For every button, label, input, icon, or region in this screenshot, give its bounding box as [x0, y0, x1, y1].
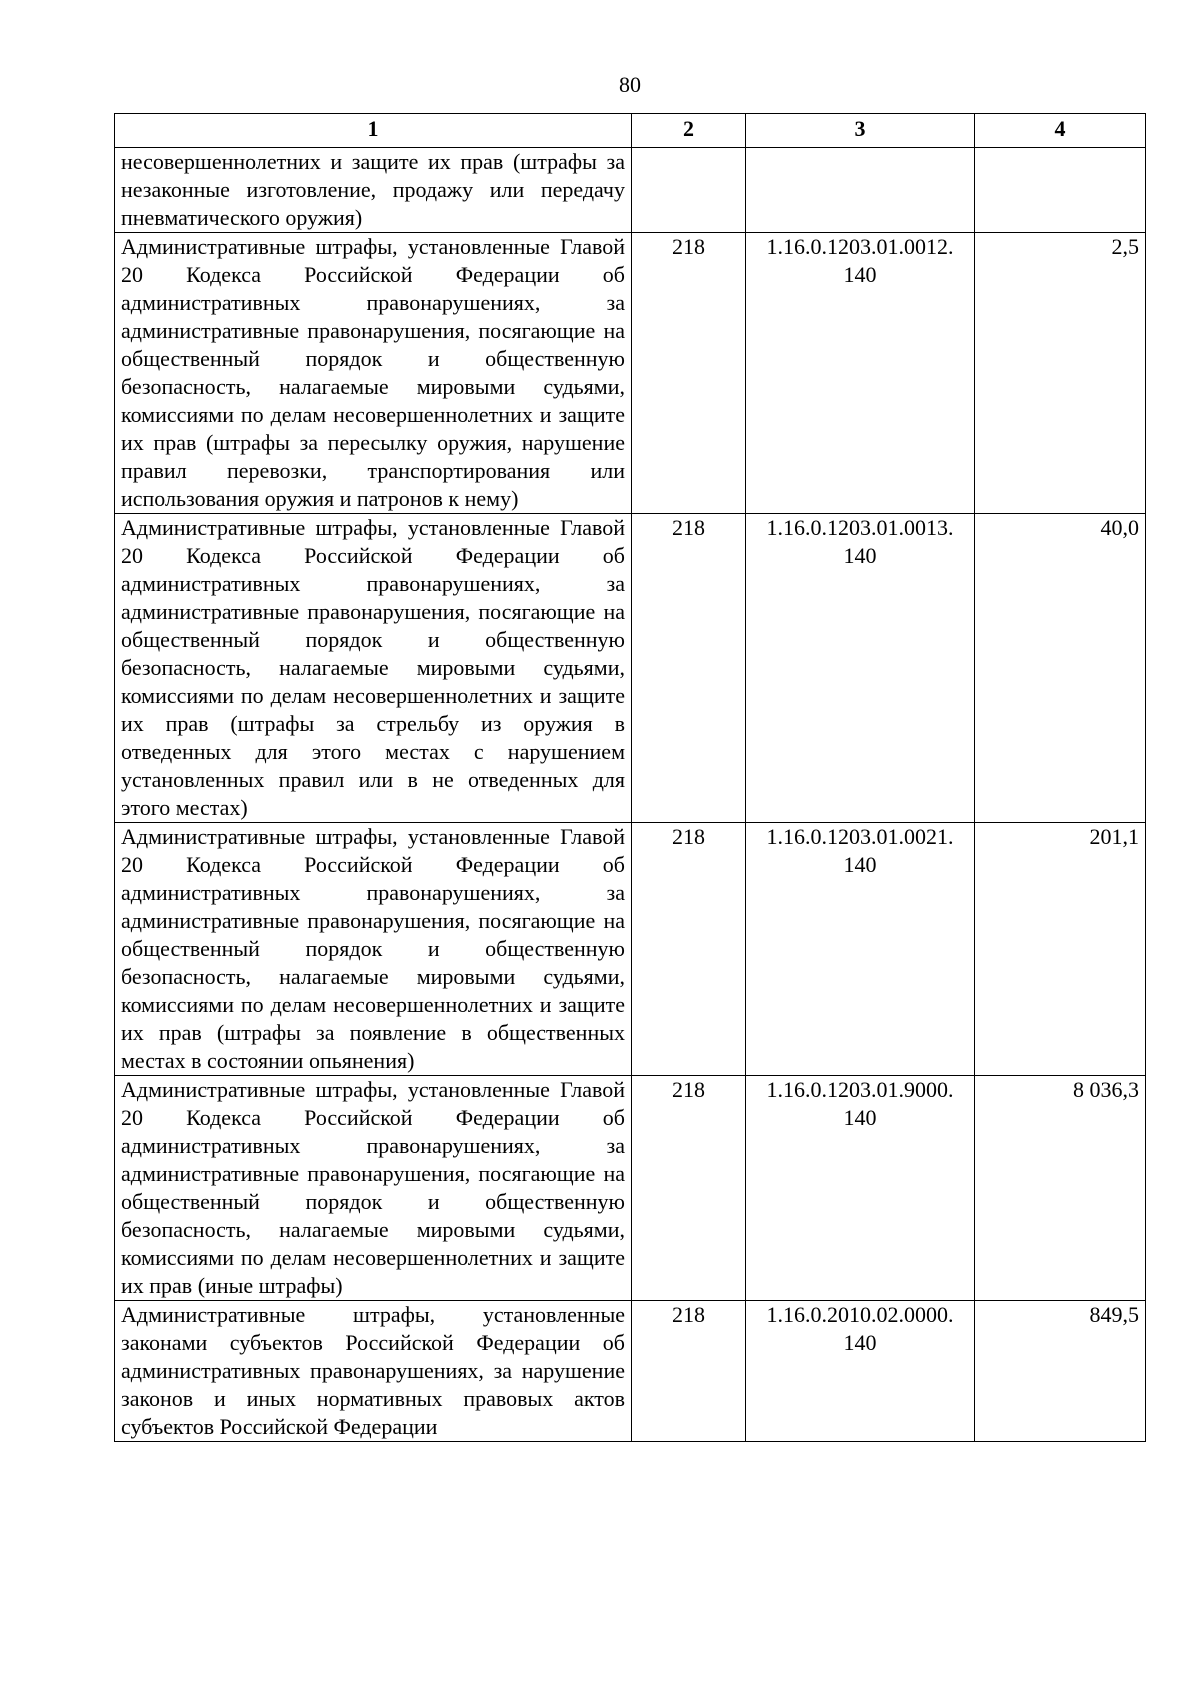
budget-revenue-table	[114, 113, 1146, 1442]
row-admin-code: 218	[632, 233, 746, 514]
row-admin-code	[632, 148, 746, 233]
row-kbk-code	[746, 514, 975, 823]
kbk-code-line2: 140	[843, 1105, 877, 1130]
row-kbk-code	[746, 1076, 975, 1301]
row-description: Административные штрафы, установленные Главой 20 Кодекса Российской Федерации об административных правонарушениях, за административные правонарушения, посягающие на общественный порядок и общественную безопасность, налагаемые мировыми судьями, комиссиями по делам несовершеннолетних и защите их прав (штрафы за стрельбу из оружия в отведенных для этого местах с нарушением установленных правил или в не отведенных для этого местах)	[115, 514, 632, 823]
row-admin-code: 218	[632, 514, 746, 823]
row-kbk-code	[746, 233, 975, 514]
kbk-code-line1: 1.16.0.2010.02.0000.	[766, 1302, 954, 1327]
row-amount: 849,5	[975, 1301, 1146, 1442]
table-header-row	[115, 114, 1146, 148]
row-description: несовершеннолетних и защите их прав (штрафы за незаконные изготовление, продажу или передачу пневматического оружия)	[115, 148, 632, 233]
page-number: 80	[619, 72, 641, 97]
row-amount	[975, 148, 1146, 233]
table-row	[115, 148, 1146, 233]
table-row	[115, 823, 1146, 1076]
kbk-code-line1: 1.16.0.1203.01.0013.	[766, 515, 954, 540]
row-kbk-code	[746, 148, 975, 233]
row-amount: 2,5	[975, 233, 1146, 514]
table-row	[115, 1076, 1146, 1301]
kbk-code-line2: 140	[843, 262, 877, 287]
table-row	[115, 1301, 1146, 1442]
kbk-code-line2: 140	[843, 543, 877, 568]
kbk-code-line2: 140	[843, 852, 877, 877]
table-row	[115, 233, 1146, 514]
kbk-code-line2: 140	[843, 1330, 877, 1355]
row-admin-code: 218	[632, 823, 746, 1076]
kbk-code-line1: 1.16.0.1203.01.9000.	[766, 1077, 954, 1102]
column-header-1: 1	[115, 114, 632, 148]
row-kbk-code	[746, 823, 975, 1076]
row-admin-code: 218	[632, 1301, 746, 1442]
row-description: Административные штрафы, установленные Главой 20 Кодекса Российской Федерации об административных правонарушениях, за административные правонарушения, посягающие на общественный порядок и общественную безопасность, налагаемые мировыми судьями, комиссиями по делам несовершеннолетних и защите их прав (штрафы за появление в общественных местах в состоянии опьянения)	[115, 823, 632, 1076]
kbk-code-line1: 1.16.0.1203.01.0021.	[766, 824, 954, 849]
row-description: Административные штрафы, установленные законами субъектов Российской Федерации об административных правонарушениях, за нарушение законов и иных нормативных правовых актов субъектов Российской Федерации	[115, 1301, 632, 1442]
table-row	[115, 514, 1146, 823]
row-amount: 201,1	[975, 823, 1146, 1076]
column-header-3: 3	[746, 114, 975, 148]
column-header-2: 2	[632, 114, 746, 148]
row-amount: 40,0	[975, 514, 1146, 823]
row-admin-code: 218	[632, 1076, 746, 1301]
kbk-code-line1: 1.16.0.1203.01.0012.	[766, 234, 954, 259]
row-description: Административные штрафы, установленные Главой 20 Кодекса Российской Федерации об административных правонарушениях, за административные правонарушения, посягающие на общественный порядок и общественную безопасность, налагаемые мировыми судьями, комиссиями по делам несовершеннолетних и защите их прав (штрафы за пересылку оружия, нарушение правил перевозки, транспортирования или использования оружия и патронов к нему)	[115, 233, 632, 514]
column-header-4: 4	[975, 114, 1146, 148]
row-description: Административные штрафы, установленные Главой 20 Кодекса Российской Федерации об административных правонарушениях, за административные правонарушения, посягающие на общественный порядок и общественную безопасность, налагаемые мировыми судьями, комиссиями по делам несовершеннолетних и защите их прав (иные штрафы)	[115, 1076, 632, 1301]
row-amount: 8 036,3	[975, 1076, 1146, 1301]
row-kbk-code	[746, 1301, 975, 1442]
